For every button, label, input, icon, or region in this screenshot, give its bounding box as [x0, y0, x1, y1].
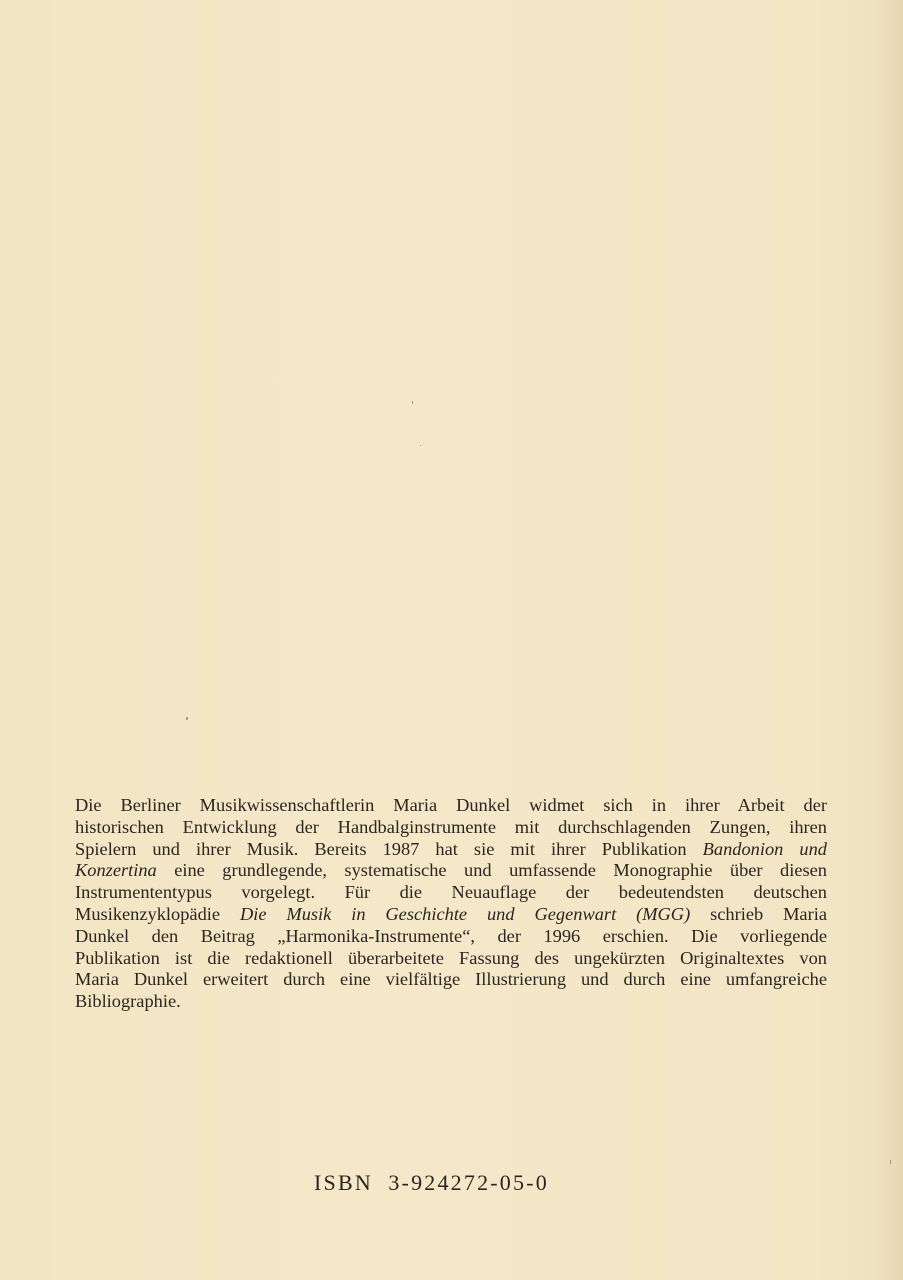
description-line-8: Publikation ist die redaktionell überarbeitete Fassung des ungekürzten Originaltextes von [75, 947, 827, 968]
description-line-6: Musikenzyklopädie Die Musik in Geschichte und Gegenwart (MGG) schrieb Maria [75, 903, 827, 924]
book-description [75, 795, 827, 1013]
paper-speck [186, 717, 188, 720]
isbn-label: ISBN [314, 1170, 373, 1195]
encyclopedia-title: Die Musik in Geschichte und Gegenwart (MGG) [239, 903, 691, 924]
page-edge-shadow [875, 0, 903, 1280]
isbn-number [314, 1170, 549, 1196]
description-line-10: Bibliographie. [75, 991, 181, 1012]
book-title-konzertina: Konzertina [75, 860, 157, 881]
description-line-3: Spielern und ihrer Musik. Bereits 1987 hat sie mit ihrer Publikation Bandonion und [75, 838, 827, 859]
isbn-value: 3-924272-05-0 [388, 1170, 549, 1195]
paper-speck [412, 401, 413, 404]
description-line-4: Konzertina eine grundlegende, systematische und umfassende Monographie über diesen [75, 860, 827, 881]
description-line-1: Die Berliner Musikwissenschaftlerin Maria Dunkel widmet sich in ihrer Arbeit der [75, 795, 827, 815]
book-title-bandonion: Bandonion und [702, 838, 827, 859]
description-line-5: Instrumententypus vorgelegt. Für die Neuauflage der bedeutendsten deutschen [75, 882, 827, 903]
paper-speck [890, 1160, 891, 1164]
description-line-2: historischen Entwicklung der Handbalginstrumente mit durchschlagenden Zungen, ihren [75, 816, 827, 837]
paper-speck [420, 445, 421, 446]
description-line-9: Maria Dunkel erweitert durch eine vielfältige Illustrierung und durch eine umfangreiche [75, 969, 827, 990]
description-line-7: Dunkel den Beitrag „Harmonika-Instrumente“, der 1996 erschien. Die vorliegende [75, 925, 827, 946]
